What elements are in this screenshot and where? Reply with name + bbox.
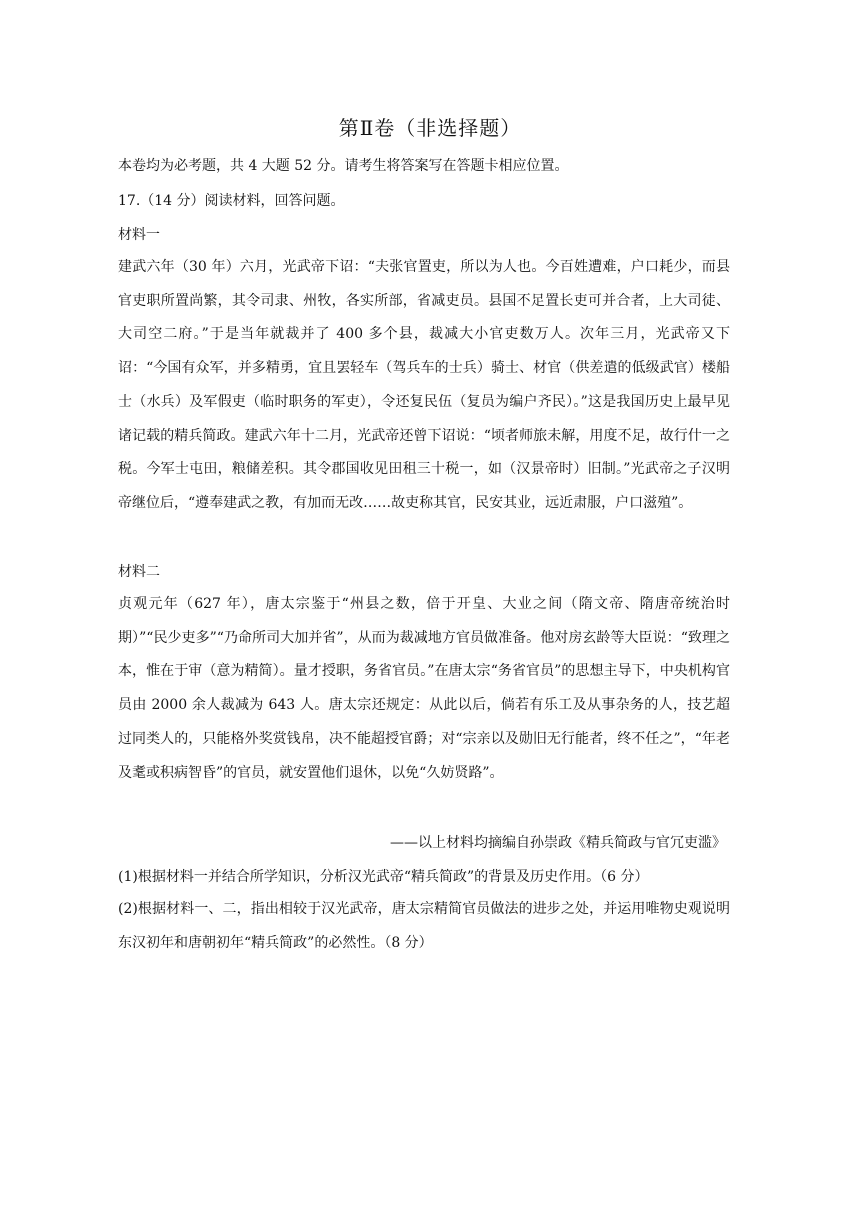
- sub-question-1: (1)根据材料一并结合所学知识，分析汉光武帝“精兵简政”的背景及历史作用。（6 分）: [118, 869, 649, 885]
- material1-text: 建武六年（30 年）六月，光武帝下诏：“夫张官置吏，所以为人也。今百姓遭难，户口耗少，而县官吏职所置尚繁，其令司隶、州牧，各实所部，省减吏员。县国不足置长吏可并合者，上大司徒、大司空二府。”于是当年就裁并了 400 多个县，裁减大小官吏数万人。次年三月，光武帝又下诏：“今国有众军，并多精勇，宜且罢轻车（驾兵车的士兵）骑士、材官（供差遣的低级武官）楼船士（水兵）及军假吏（临时职务的军吏），令还复民伍（复员为编户齐民）。”这是我国历史上最早见诸记载的精兵简政。建武六年十二月，光武帝还曾下诏说：“顷者师旅未解，用度不足，故行什一之税。今军士屯田，粮储差积。其令郡国收见田租三十税一，如（汉景帝时）旧制。”光武帝之子汉明帝继位后，“遵奉建武之教，有加而无改……故吏称其官，民安其业，远近肃服，户口滋殖”。: [118, 259, 730, 511]
- sub-question-2: (2)根据材料一、二，指出相较于汉光武帝，唐太宗精简官员做法的进步之处，并运用唯物史观说明东汉初年和唐朝初年“精兵简政”的必然性。（8 分）: [118, 901, 730, 951]
- instructions: 本卷均为必考题，共 4 大题 52 分。请考生将答案写在答题卡相应位置。: [118, 158, 569, 174]
- material2-text: 贞观元年（627 年），唐太宗鉴于“州县之数，倍于开皇、大业之间（隋文帝、隋唐帝统治时期）”“民少吏多”“乃命所司大加并省”，从而为裁减地方官员做准备。他对房玄龄等大臣说：“致理之本，惟在于审（意为精简）。量才授职，务省官员。”在唐太宗“务省官员”的思想主导下，中央机构官员由 2000 余人裁减为 643 人。唐太宗还规定：从此以后，倘若有乐工及从事杂务的人，技艺超过同类人的，只能格外奖赏钱帛，决不能超授官爵；对“宗亲以及勋旧无行能者，终不任之”，“年老及耄或积病智昏”的官员，就安置他们退休，以免“久妨贤路”。: [118, 596, 730, 781]
- material-source: ——以上材料均摘编自孙崇政《精兵简政与官冗吏滥》: [390, 835, 726, 851]
- question-header: 17.（14 分）阅读材料，回答问题。: [118, 193, 345, 209]
- material2-label: 材料二: [118, 564, 160, 580]
- section-title: 第Ⅱ卷（非选择题）: [338, 116, 522, 140]
- material1-label: 材料一: [118, 227, 160, 243]
